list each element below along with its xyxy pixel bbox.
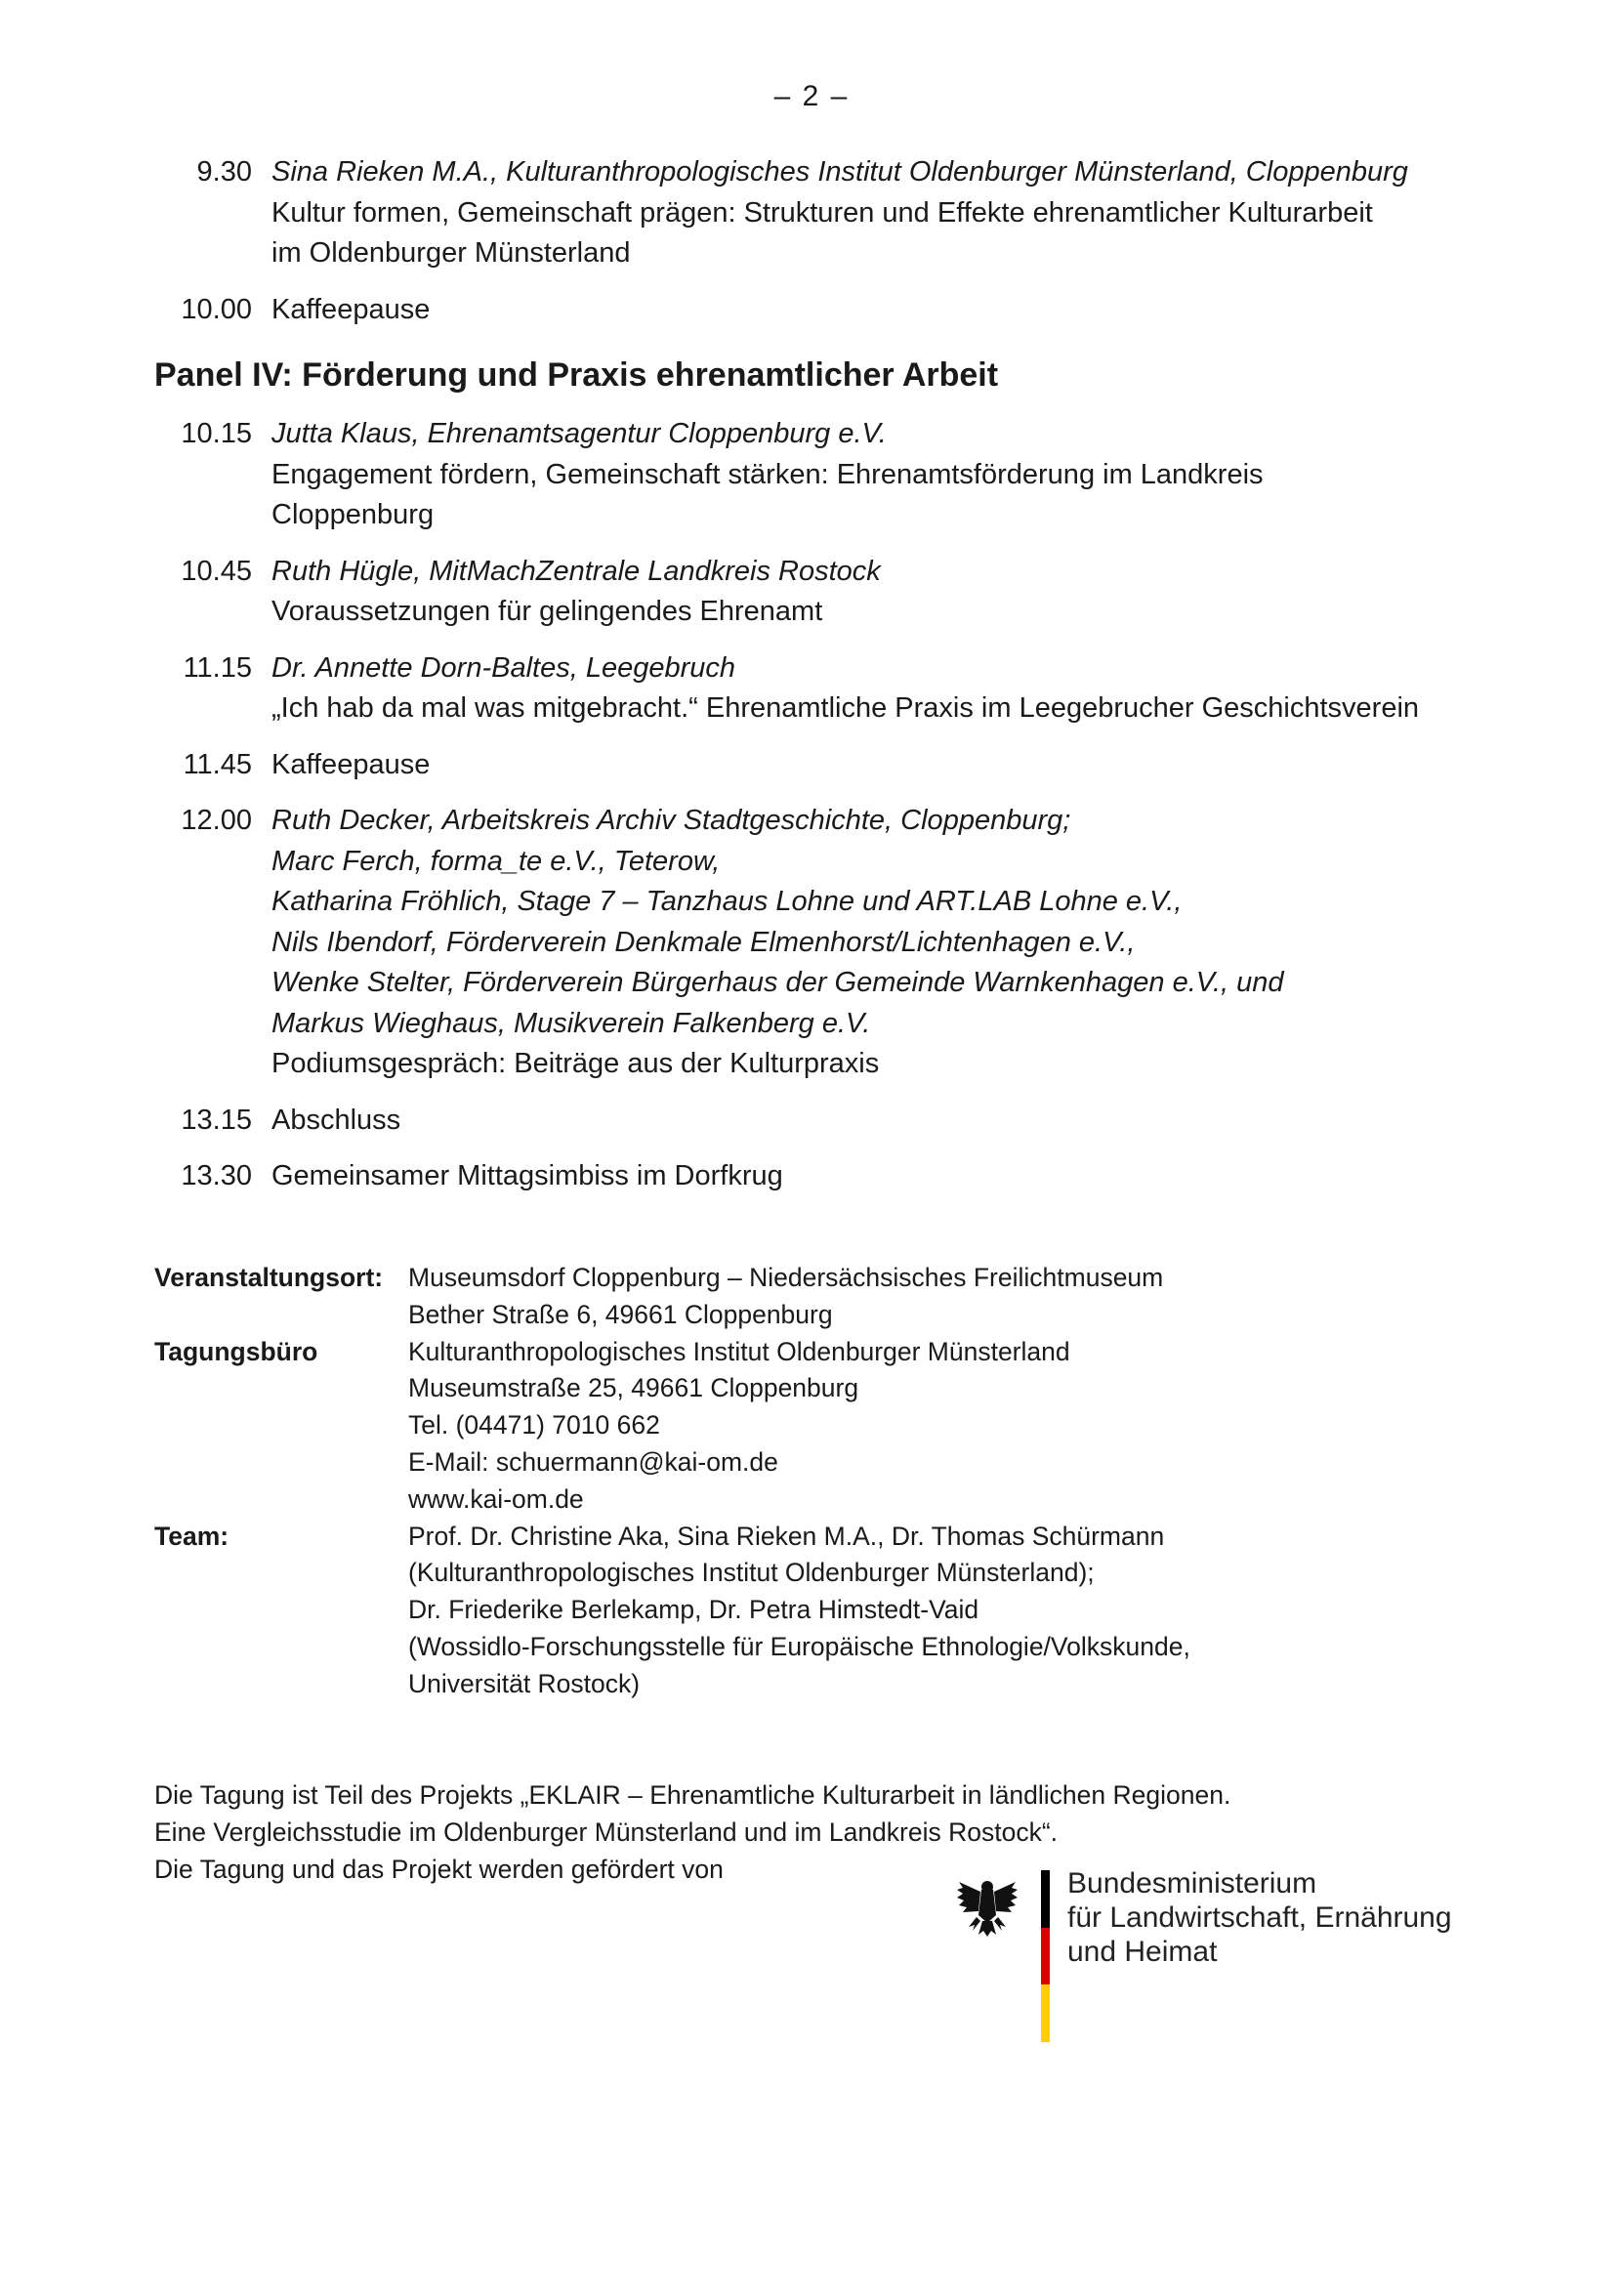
schedule-entry (154, 648, 1541, 730)
ministry-logo (955, 1867, 1463, 2046)
entry-speaker: Katharina Fröhlich, Stage 7 – Tanzhaus Lohne und ART.LAB Lohne e.V., (271, 886, 1183, 917)
entry-content (252, 745, 1541, 786)
info-line: Prof. Dr. Christine Aka, Sina Rieken M.A., Dr. Thomas Schürmann (408, 1521, 1165, 1551)
info-values (408, 1334, 1521, 1519)
flag-stripe-red (1041, 1928, 1050, 1985)
info-row (154, 1260, 1521, 1334)
funding-line: Eine Vergleichsstudie im Oldenburger Münsterland und im Landkreis Rostock“. (154, 1816, 1059, 1847)
entry-content (252, 552, 1541, 633)
entry-speaker: Markus Wieghaus, Musikverein Falkenberg e.V. (271, 1007, 871, 1039)
info-row (154, 1334, 1521, 1519)
entry-speaker: Ruth Decker, Arbeitskreis Archiv Stadtgeschichte, Cloppenburg; (271, 805, 1071, 836)
schedule-entry (154, 745, 1541, 786)
entry-title-line: Kaffeepause (271, 748, 431, 780)
entry-speaker: Marc Ferch, forma_te e.V., Teterow, (271, 845, 721, 877)
info-line: Universität Rostock) (408, 1668, 641, 1698)
entry-title-line: Engagement fördern, Gemeinschaft stärken: Ehrenamtsförderung im Landkreis (271, 458, 1264, 490)
entry-speaker: Nils Ibendorf, Förderverein Denkmale Elmenhorst/Lichtenhagen e.V., (271, 926, 1136, 958)
entry-title-line: Kaffeepause (271, 293, 431, 325)
schedule-entry (154, 290, 1541, 331)
entry-title-line: Abschluss (271, 1104, 401, 1136)
entry-time: 13.15 (181, 1104, 252, 1136)
entry-content (252, 290, 1541, 331)
entry-time: 9.30 (196, 156, 252, 188)
info-line: Bether Straße 6, 49661 Cloppenburg (408, 1299, 833, 1329)
schedule-entry (154, 414, 1541, 536)
ministry-line: Bundesministerium (1067, 1867, 1317, 1899)
entry-title-line: Cloppenburg (271, 499, 435, 530)
info-line: (Kulturanthropologisches Institut Oldenburger Münsterland); (408, 1558, 1095, 1588)
entry-time: 10.45 (181, 555, 252, 587)
entry-title-line: Podiumsgespräch: Beiträge aus der Kulturpraxis (271, 1048, 880, 1079)
entry-title-line: Kultur formen, Gemeinschaft prägen: Strukturen und Effekte ehrenamtlicher Kulturarbeit (271, 196, 1373, 229)
info-line: www.kai-om.de (408, 1483, 584, 1514)
info-line: Kulturanthropologisches Institut Oldenburger Münsterland (408, 1336, 1070, 1366)
ministry-name (1067, 1866, 1452, 1969)
panel-entries (154, 414, 1541, 1197)
entry-content (252, 414, 1541, 536)
entry-speaker: Jutta Klaus, Ehrenamtsagentur Cloppenburg e.V. (271, 418, 887, 449)
info-label: Tagungsbüro (154, 1336, 318, 1366)
entry-title-line: „Ich hab da mal was mitgebracht.“ Ehrenamtliche Praxis im Leegebrucher Geschichtsverein (271, 692, 1420, 724)
entry-title-line: Gemeinsamer Mittagsimbiss im Dorfkrug (271, 1160, 783, 1191)
flag-stripe-gold (1041, 1984, 1050, 2042)
entry-time: 11.45 (183, 748, 252, 780)
info-line: Tel. (04471) 7010 662 (408, 1410, 660, 1440)
entry-speaker: Ruth Hügle, MitMachZentrale Landkreis Rostock (271, 555, 881, 587)
info-line: E-Mail: schuermann@kai-om.de (408, 1446, 778, 1477)
entry-title-line: im Oldenburger Münsterland (271, 237, 631, 269)
entry-time: 10.00 (181, 293, 252, 325)
ministry-line: für Landwirtschaft, Ernährung (1067, 1901, 1452, 1934)
info-line: Museumstraße 25, 49661 Cloppenburg (408, 1373, 859, 1403)
schedule-entry (154, 552, 1541, 633)
event-info (154, 1260, 1521, 1703)
info-line: Dr. Friederike Berlekamp, Dr. Petra Himstedt-Vaid (408, 1595, 979, 1625)
entry-speaker: Dr. Annette Dorn-Baltes, Leegebruch (271, 651, 736, 684)
info-label: Veranstaltungsort: (154, 1263, 384, 1292)
schedule-entry (154, 152, 1541, 274)
funding-line: Die Tagung ist Teil des Projekts „EKLAIR – Ehrenamtliche Kulturarbeit in ländlichen Regionen. (154, 1780, 1231, 1810)
german-flag-bar (1041, 1870, 1050, 2042)
panel-title: Panel IV: Förderung und Praxis ehrenamtlicher Arbeit (154, 356, 999, 394)
info-values (408, 1519, 1521, 1703)
entry-content (252, 1101, 1541, 1142)
schedule-entry (154, 801, 1541, 1085)
intro-entries (154, 152, 1541, 330)
info-line: (Wossidlo-Forschungsstelle für Europäische Ethnologie/Volkskunde, (408, 1631, 1190, 1661)
schedule-entry (154, 1101, 1541, 1142)
info-line: Museumsdorf Cloppenburg – Niedersächsisches Freilichtmuseum (408, 1263, 1164, 1292)
entry-content (252, 1156, 1541, 1197)
federal-eagle-icon (955, 1876, 1020, 1941)
entry-content (252, 648, 1541, 730)
entry-content (252, 152, 1541, 274)
entry-title-line: Voraussetzungen für gelingendes Ehrenamt (271, 596, 823, 627)
info-row (154, 1519, 1521, 1703)
flag-stripe-black (1041, 1870, 1050, 1928)
page-number: – 2 – (773, 80, 850, 112)
entry-content (252, 801, 1541, 1085)
ministry-line: und Heimat (1067, 1936, 1218, 1968)
entry-speaker: Wenke Stelter, Förderverein Bürgerhaus der Gemeinde Warnkenhagen e.V., und (271, 967, 1284, 998)
entry-time: 10.15 (181, 418, 252, 449)
entry-time: 12.00 (181, 805, 252, 836)
funding-line: Die Tagung und das Projekt werden gefördert von (154, 1854, 724, 1884)
info-label: Team: (154, 1521, 229, 1551)
schedule-entry (154, 1156, 1541, 1197)
entry-speaker: Sina Rieken M.A., Kulturanthropologisches Institut Oldenburger Münsterland, Cloppenburg (271, 156, 1408, 188)
program-schedule (154, 152, 1541, 1213)
entry-time: 11.15 (183, 651, 252, 684)
entry-time: 13.30 (181, 1160, 252, 1191)
info-values (408, 1260, 1521, 1334)
